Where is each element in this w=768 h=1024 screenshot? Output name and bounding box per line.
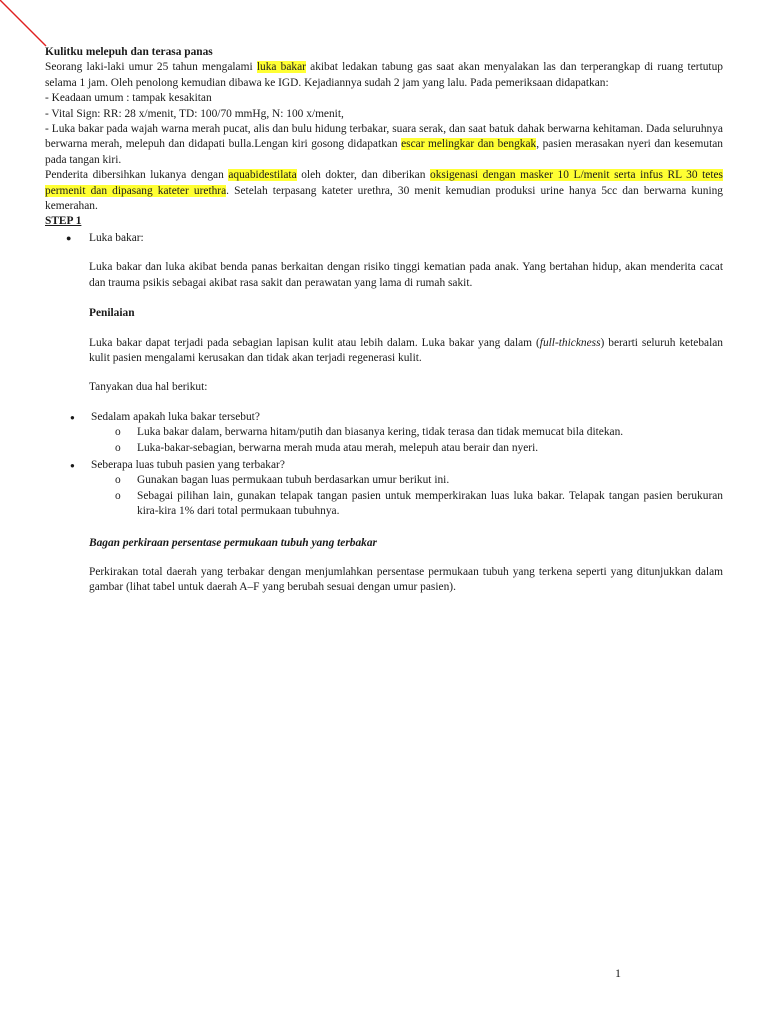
finding-text: - Luka bakar pada wajah warna merah pucat, alis dan bulu hidung terbakar, suara serak, dan saat batuk dahak berwarna kehitaman. Dada seluruhnya berwarna merah, melepuh dan didapati bulla.Lengan kiri gosong didapatkan [45, 123, 723, 151]
penilaian-heading: Penilaian [89, 307, 135, 320]
treatment-paragraph [45, 168, 723, 214]
scenario-intro [45, 60, 723, 91]
circle-bullet-icon: o [115, 474, 121, 487]
scenario-title: Kulitku melepuh dan terasa panas [45, 46, 213, 58]
document-page [45, 45, 723, 596]
circle-bullet-icon: o [115, 441, 121, 454]
bagan-heading: Bagan perkiraan persentase permukaan tubuh yang terbakar [89, 536, 377, 549]
tanyakan-line: Tanyakan dua hal berikut: [89, 381, 208, 394]
finding-luka-bakar [45, 122, 723, 168]
page-number: 1 [615, 966, 621, 980]
list-item [45, 425, 723, 440]
step-heading: STEP 1 [45, 215, 82, 228]
bullet-icon: ● [70, 412, 75, 422]
treatment-text-mid: oleh dokter, dan diberikan [296, 169, 430, 182]
scenario-body [45, 60, 723, 214]
answer-text: Luka-bakar-sebagian, berwarna merah muda atau merah, melepuh atau berair dan nyeri. [137, 441, 539, 454]
intro-text: Seorang laki-laki umur 25 tahun mengalami [45, 61, 257, 74]
bullet-luka-bakar [45, 231, 723, 246]
bullet-icon: ● [70, 460, 75, 470]
answer-text: Gunakan bagan luas permukaan tubuh berdasarkan umur berikut ini. [137, 474, 450, 487]
penilaian-text-cont: ) berarti seluruh ketebalan kulit pasien mengalami kerusakan dan tidak akan terjadi regenerasi kulit. [89, 336, 724, 364]
highlight-escar: escar melingkar dan bengkak [401, 138, 537, 151]
finding-text-cont: , pasien merasakan nyeri dan kesemutan pada tangan kiri. [45, 138, 723, 166]
bagan-section [45, 536, 723, 596]
highlight-oksigenasi: oksigenasi dengan masker 10 L/menit serta infus RL 30 tetes permenit dan dipasang kateter urethra [45, 169, 723, 197]
finding-vital-sign: - Vital Sign: RR: 28 x/menit, TD: 100/70 mmHg, N: 100 x/menit, [45, 107, 344, 120]
list-item [45, 441, 723, 456]
answer-text: Luka bakar dalam, berwarna hitam/putih dan biasanya kering, tidak terasa dan tidak memucat bila ditekan. [137, 426, 624, 439]
corner-annotation-mark [0, 0, 50, 50]
list-item [45, 473, 723, 488]
treatment-text: Penderita dibersihkan lukanya dengan [45, 169, 229, 182]
highlight-luka-bakar: luka bakar [256, 61, 306, 74]
question-list [45, 410, 723, 520]
intro-text-cont: akibat ledakan tabung gas saat akan menyalakan las dan terperangkap di ruang tertutup selama 1 jam. Oleh penolong kemudian dibawa ke IGD. Kejadiannya sudah 2 jam yang lalu. Pada pemeriksaan didapatkan: [45, 61, 723, 89]
penilaian-text: Luka bakar dapat terjadi pada sebagian lapisan kulit atau lebih dalam. Luka bakar yang dalam ( [89, 336, 540, 349]
question-text: Seberapa luas tubuh pasien yang terbakar? [91, 458, 285, 471]
finding-keadaan-umum: - Keadaan umum : tampak kesakitan [45, 92, 212, 105]
list-item [45, 489, 723, 520]
step-section [45, 260, 723, 395]
treatment-text-end: . Setelah terpasang kateter urethra, 30 menit kemudian produksi urine hanya 5cc dan berwarna kuning kemerahan. [45, 184, 724, 213]
circle-bullet-icon: o [115, 489, 121, 502]
circle-bullet-icon: o [115, 426, 121, 439]
list-item [45, 410, 723, 425]
highlight-aquabidestilata: aquabidestilata [228, 169, 297, 182]
list-item [45, 458, 723, 473]
bullet-icon: ● [66, 232, 72, 243]
question-text: Sedalam apakah luka bakar tersebut? [91, 410, 260, 423]
intro-paragraph: Luka bakar dan luka akibat benda panas berkaitan dengan risiko tinggi kematian pada anak. Yang bertahan hidup, akan menderita cacat dan trauma psikis sebagai akibat rasa sakit dan perawatan yang lama di rumah sakit. [89, 261, 723, 289]
full-thickness-term: full-thickness [539, 336, 601, 349]
answer-text: Sebagai pilihan lain, gunakan telapak tangan pasien untuk memperkirakan luas luka bakar. Telapak tangan pasien berukuran kira-kira 1% dari total permukaan tubuhnya. [137, 489, 723, 518]
penilaian-paragraph [89, 336, 723, 367]
bullet-label: Luka bakar: [89, 231, 144, 244]
bagan-paragraph: Perkirakan total daerah yang terbakar dengan menjumlahkan persentase permukaan tubuh yang terkena seperti yang ditunjukkan dalam gambar (lihat tabel untuk daerah A–F yang berubah sesuai dengan umur pasien). [89, 565, 723, 594]
